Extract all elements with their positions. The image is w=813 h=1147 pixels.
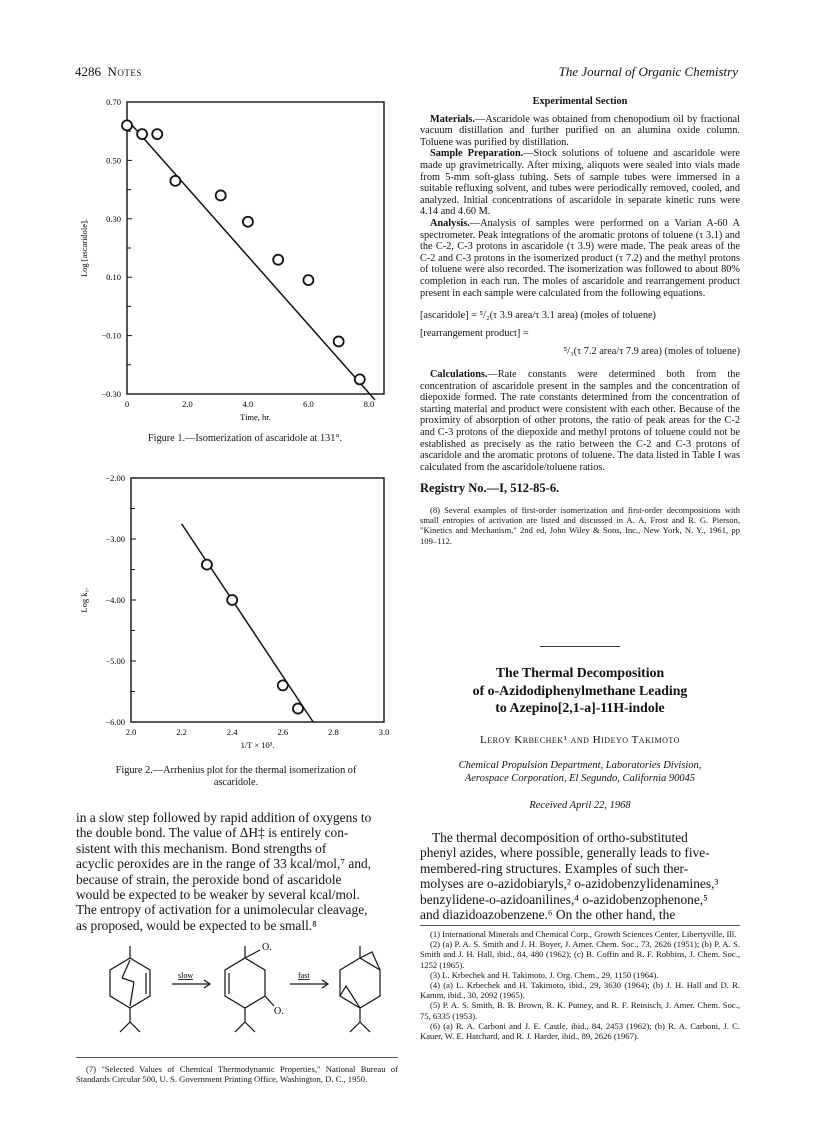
calc-text: —Rate constants were determined both from the concentration of ascaridole present in the samples and the concentration of diepoxide formed. The rate constants determined from the concentration of starting material and product were consistent with each other. Because of the proximity of absorption of other protons, the ratio of peak areas for the C-2 and C-3 protons of the diepoxide and methyl protons of toluene could not be established as precisely as the ratio between the C-2 and C-3 protons of ascaridole and the aromatic protons of toluene. The data listed in Table I was calculated from the ascaridole/toluene ratios. (420, 369, 740, 473)
prep-paragraph (420, 148, 740, 218)
data-point (273, 255, 283, 265)
x-tick-label: 8.0 (363, 399, 375, 409)
fit-line (127, 120, 375, 400)
received-date: Received April 22, 1968 (529, 800, 631, 811)
section-divider (540, 646, 620, 647)
y-tick-label: 0.30 (106, 213, 121, 224)
left-footnote-rule (76, 1057, 398, 1058)
y-tick-label: −4.00 (105, 595, 125, 605)
article-body (420, 830, 740, 922)
x-tick-label: 4.0 (242, 399, 254, 409)
text-line: the double bond. The value of ΔH‡ is entirely con- (76, 825, 349, 841)
text-line: as proposed, would be expected to be small.⁸ (76, 917, 317, 933)
equation-1: [ascaridole] = ⁵/₂(τ 3.9 area/τ 3.1 area) (moles of toluene) (420, 310, 656, 322)
text-line: because of strain, the peroxide bond of ascaridole (76, 871, 342, 887)
x-axis-label: 1/T × 10³. (240, 740, 275, 750)
y-tick-label: 0.50 (106, 155, 121, 166)
analysis-paragraph (420, 218, 740, 299)
x-tick-label: 2.4 (226, 727, 238, 737)
footnote-2: (2) (a) P. A. S. Smith and J. H. Boyer, J. Amer. Chem. Soc., 73, 2626 (1951); (b) P. A. S. Smith and J. H. Hall, ibid., 84, 480 (1962); (c) B. Coffin and R. F. Robbins, J. Chem. Soc., 1252 (1965). (420, 939, 740, 970)
figure1-caption: Figure 1.—Isomerization of ascaridole at 131°. (147, 433, 343, 444)
footnote-7: (7) "Selected Values of Chemical Thermodynamic Properties," National Bureau of Standards Circular 500, U. S. Government Printing Office, Washington, D. C., 1950. (76, 1064, 398, 1085)
figure1-chart (75, 96, 405, 422)
journal-name: The Journal of Organic Chemistry (558, 64, 738, 79)
text-line: would be expected to be weaker by several kcal/mol. (76, 887, 360, 903)
x-tick-label: 3.0 (378, 727, 390, 737)
figure2-caption-line2: ascaridole. (213, 777, 259, 788)
affiliation (420, 760, 740, 785)
data-point (216, 190, 226, 200)
prep-heading: Sample Preparation. (430, 148, 524, 160)
y-tick-label: 0.10 (106, 272, 121, 283)
footnote-3: (3) L. Krbechek and H. Takimoto, J. Org. Chem., 29, 1150 (1964). (430, 969, 659, 980)
section-name: Notes (107, 64, 142, 79)
experimental-heading: Experimental Section (532, 96, 628, 107)
data-point (152, 129, 162, 139)
registry-number: Registry No.—I, 512-85-6. (420, 481, 560, 496)
oxygen-label: O. (262, 942, 272, 953)
data-point (243, 217, 253, 227)
text-line: membered-ring structures. Examples of such ther- (420, 860, 689, 876)
article-footnotes (420, 929, 740, 1041)
data-point (202, 560, 212, 570)
right-footnote-rule (420, 925, 740, 926)
ring-2 (225, 958, 265, 1008)
materials-text: —Ascaridole was obtained from chenopodium oil by fractional vacuum distillation and further purified on an alumina oxide column. Toluene was purified by distillation. (420, 113, 740, 148)
left-body-text (76, 810, 398, 933)
text-line: phenyl azides, where possible, generally leads to five- (420, 845, 710, 861)
calc-heading: Calculations. (430, 369, 488, 381)
equation-2a: [rearrangement product] = (420, 328, 529, 340)
analysis-heading: Analysis. (430, 217, 470, 229)
data-point (293, 704, 303, 714)
data-point (303, 275, 313, 285)
data-point (137, 129, 147, 139)
x-tick-label: 6.0 (303, 399, 314, 409)
text-line: sistent with this mechanism. Bond strengths of (76, 840, 327, 856)
text-line: molyses are o-azidobiaryls,² o-azidobenzylidenamines,³ (420, 876, 719, 892)
slow-label: slow (178, 971, 194, 980)
affiliation-line-1: Chemical Propulsion Department, Laboratories Division, (458, 760, 702, 771)
title-line-2: of o-Azidodiphenylmethane Leading (472, 682, 688, 698)
data-point (170, 176, 180, 186)
y-tick-label: −6.00 (105, 717, 125, 727)
y-tick-label: −0.30 (101, 389, 121, 399)
affiliation-line-2: Aerospace Corporation, El Segundo, California 90045 (464, 772, 696, 784)
fit-line (182, 524, 314, 722)
y-tick-label: −2.00 (105, 473, 125, 483)
text-line: The thermal decomposition of ortho-substituted (432, 830, 688, 845)
x-tick-label: 2.0 (125, 727, 137, 737)
y-tick-label: −3.00 (105, 534, 125, 544)
figure2-caption (76, 765, 396, 789)
reaction-scheme (90, 938, 390, 1048)
x-tick-label: 2.2 (176, 727, 187, 737)
equations (420, 307, 740, 361)
figure1-plot (79, 97, 384, 422)
plot-frame (131, 478, 384, 722)
ring-1 (110, 958, 150, 1008)
equation-2b: ⁵/₃(τ 7.2 area/τ 7.9 area) (moles of toluene) (563, 346, 740, 358)
prep-text: —Stock solutions of toluene and ascaridole were made up gravimetrically. After mixing, aliquots were sealed into vials made from 5-mm soft-glass tubing. Sets of sample tubes were immersed in a suitable refluxing solvent, and tubes were periodically removed, cooled, and analyzed. Initial concentrations of ascaridole in separate kinetic runs were 4.14 and 4.60 M. (420, 148, 740, 218)
footnote-8: (8) Several examples of first-order isomerization and first-order decompositions with small entropies of activation are listed and discussed in A. A. Frost and R. G. Pierson, "Kinetics and Mechanism," 2nd ed, John Wiley & Sons, Inc., New York, N. Y., 1961, pp 109–112. (420, 505, 740, 546)
y-tick-label: −0.10 (101, 330, 121, 341)
article-title (420, 664, 740, 717)
page-number: 4286 Notes (75, 64, 142, 79)
x-tick-label: 2.0 (182, 399, 193, 409)
data-point (278, 680, 288, 690)
text-line: in a slow step followed by rapid addition of oxygens to (76, 810, 372, 825)
data-point (334, 336, 344, 346)
figure2-caption-line1: Figure 2.—Arrhenius plot for the thermal isomerization of (115, 765, 357, 776)
x-axis-label: Time, hr. (240, 412, 271, 422)
figure2-chart (75, 470, 405, 760)
materials-heading: Materials. (430, 113, 475, 125)
fast-label: fast (298, 971, 310, 980)
calc-paragraph (420, 369, 740, 473)
text-line: acyclic peroxides are in the range of 33 kcal/mol,⁷ and, (76, 856, 372, 872)
text-line: The entropy of activation for a unimolecular cleavage, (76, 902, 368, 918)
y-axis-label: Log k₁. (79, 587, 89, 613)
data-point (355, 374, 365, 384)
authors: Leroy Krbechek¹ and Hideyo Takimoto (480, 734, 680, 746)
y-tick-label: −5.00 (105, 656, 125, 666)
footnote-6: (6) (a) R. A. Carboni and J. E. Castle, ibid., 84, 2453 (1962); (b) R. A. Carboni, J. C. Kauer, W. E. Hatchard, and R. J. Harder, ibid., 89, 2626 (1967). (420, 1020, 740, 1042)
x-tick-label: 0 (124, 399, 130, 409)
experimental-section (420, 96, 740, 546)
plot-frame (127, 102, 384, 394)
y-tick-label: 0.70 (106, 97, 121, 107)
title-line-3: to Azepino[2,1-a]-11H-indole (495, 700, 665, 715)
data-point (227, 595, 237, 605)
data-point (122, 120, 132, 130)
x-tick-label: 2.8 (328, 727, 339, 737)
oxygen-label: O. (274, 1006, 284, 1017)
footnote-5: (5) P. A. S. Smith, B. B. Brown, R. K. Putney, and R. F. Reinisch, J. Amer. Chem. Soc., 75, 6335 (1953). (420, 1000, 740, 1021)
footnote-1: (1) International Minerals and Chemical Corp., Growth Sciences Center, Libertyville, Ill. (430, 929, 737, 939)
figure2-plot (79, 473, 389, 750)
text-line: benzylidene-o-azidoanilines,⁴ o-azidobenzophenone,⁵ (420, 891, 708, 907)
x-tick-label: 2.6 (277, 727, 289, 737)
ring-3 (340, 958, 380, 1008)
materials-paragraph (420, 114, 740, 149)
analysis-text: —Analysis of samples were performed on a Varian A-60 A spectrometer. Peak integrations of the aromatic protons of toluene (τ 3.1) and the C-2, C-3 protons in ascaridole (τ 3.9) were made. The peak areas of the C-2 and C-3 protons in the isomerized product (τ 7.2) and the methyl protons of toluene were also recorded. The isomerization was followed to about 80% completion in each run. The moles of ascaridole and rearrangement product present in each sample were calculated from the following equations. (420, 217, 740, 299)
text-line: and diazidoazobenzene.⁶ On the other hand, the (420, 907, 676, 923)
title-line-1: The Thermal Decomposition (495, 665, 665, 680)
footnote-4: (4) (a) L. Krbechek and H. Takimoto, ibid., 29, 3630 (1964); (b) J. H. Hall and D. R. Kamm, ibid., 30, 2092 (1965). (420, 980, 740, 1001)
y-axis-label: Log [ascaridole]. (79, 218, 89, 278)
